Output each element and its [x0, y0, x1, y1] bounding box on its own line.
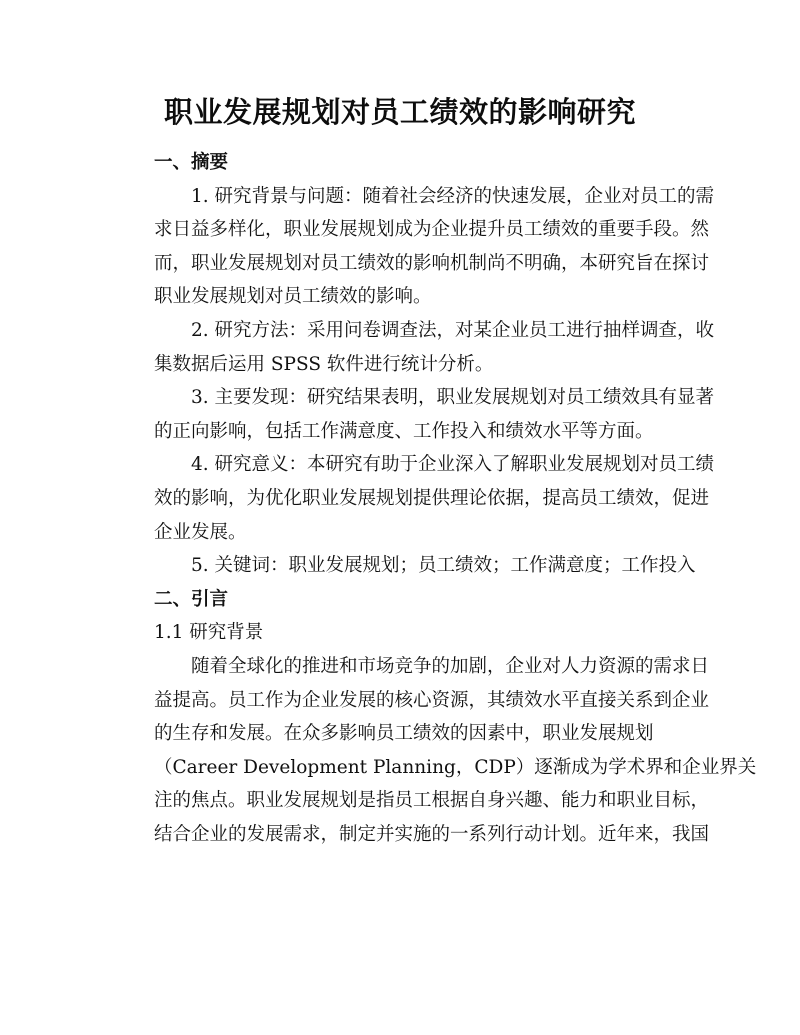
abstract-item-findings — [117, 381, 715, 448]
section-heading-introduction: 二、引言 — [154, 588, 229, 610]
text-line: 4. 研究意义：本研究有助于企业深入了解职业发展规划对员工绩 — [191, 454, 715, 476]
text-line: 而，职业发展规划对员工绩效的影响机制尚不明确，本研究旨在探讨 — [154, 252, 710, 274]
text-line: 结合企业的发展需求，制定并实施的一系列行动计划。近年来，我国 — [154, 823, 710, 845]
abstract-item-significance — [117, 448, 715, 549]
text-line: 集数据后运用 SPSS 软件进行统计分析。 — [154, 353, 494, 375]
abstract-item-background — [117, 180, 715, 314]
abstract-item-keywords — [117, 549, 696, 583]
text-line: 1. 研究背景与问题：随着社会经济的快速发展，企业对员工的需 — [191, 185, 715, 207]
section-heading-abstract: 一、摘要 — [154, 152, 229, 173]
text-line: 益提高。员工作为企业发展的核心资源，其绩效水平直接关系到企业 — [154, 689, 710, 711]
text-line: 3. 主要发现：研究结果表明，职业发展规划对员工绩效具有显著 — [191, 387, 715, 409]
text-line: 求日益多样化，职业发展规划成为企业提升员工绩效的重要手段。然 — [154, 219, 710, 241]
abstract-item-method — [117, 314, 715, 381]
text-line: 的生存和发展。在众多影响员工绩效的因素中，职业发展规划 — [154, 723, 654, 745]
text-line: 2. 研究方法：采用问卷调查法，对某企业员工进行抽样调查，收 — [191, 319, 715, 341]
text-line: 的正向影响，包括工作满意度、工作投入和绩效水平等方面。 — [154, 420, 654, 442]
text-line: 职业发展规划对员工绩效的影响。 — [154, 286, 432, 308]
text-line: （Career Development Planning，CDP）逐渐成为学术界和企业界关 — [154, 756, 757, 778]
document-title: 职业发展规划对员工绩效的影响研究 — [163, 95, 636, 129]
document-body — [117, 146, 757, 851]
introduction-paragraph — [117, 650, 757, 852]
text-line: 随着全球化的推进和市场竞争的加剧，企业对人力资源的需求日 — [191, 655, 710, 677]
text-line: 效的影响，为优化职业发展规划提供理论依据，提高员工绩效，促进 — [154, 487, 710, 509]
text-line: 企业发展。 — [154, 521, 247, 543]
text-line: 5. 关键词：职业发展规划；员工绩效；工作满意度；工作投入 — [191, 555, 696, 577]
subsection-heading-background: 1.1 研究背景 — [154, 622, 264, 644]
text-line: 注的焦点。职业发展规划是指员工根据自身兴趣、能力和职业目标， — [154, 790, 710, 812]
